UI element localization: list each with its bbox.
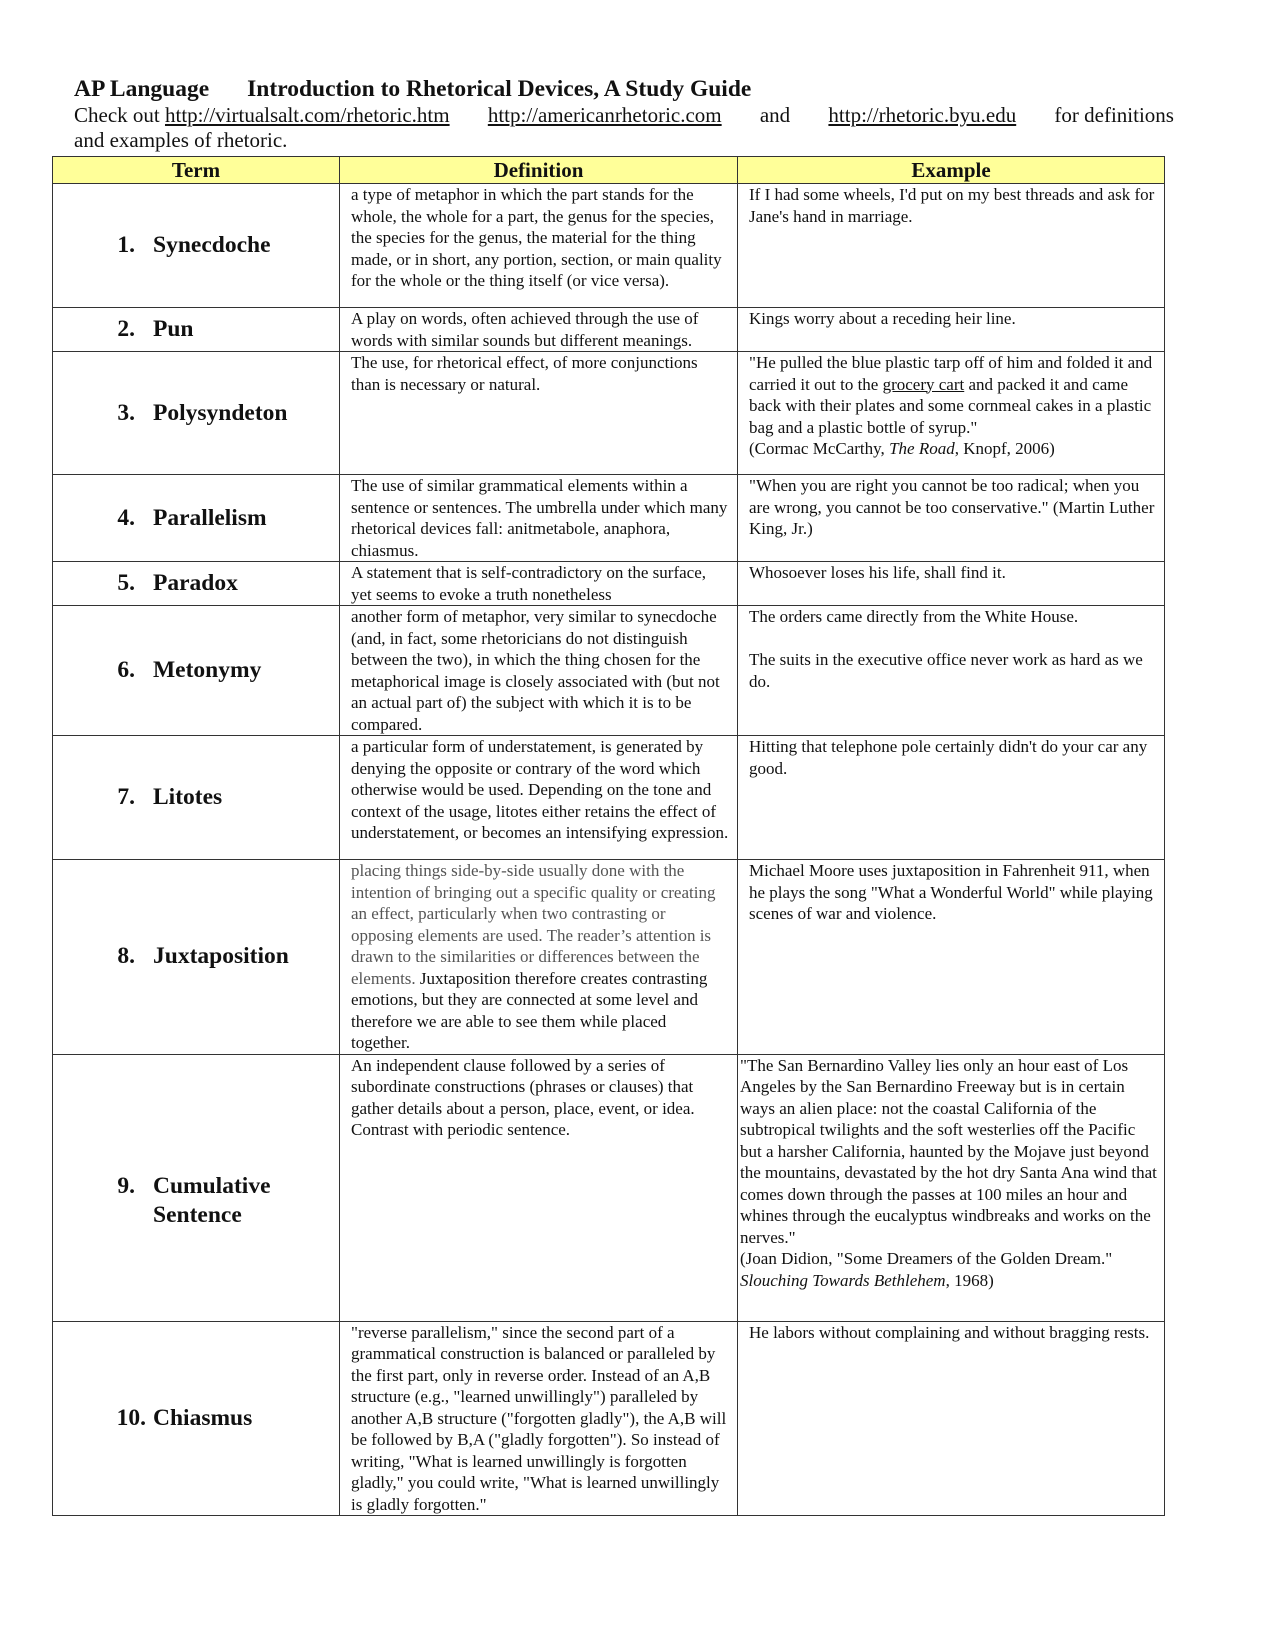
term-cell: 1. Synecdoche <box>53 184 340 308</box>
term-cell: 7. Litotes <box>53 736 340 860</box>
column-header-example: Example <box>738 157 1165 184</box>
table-row <box>53 860 1165 1055</box>
example-cell: Whosoever loses his life, shall find it. <box>738 562 1165 606</box>
definition-cell: a type of metaphor in which the part stands for the whole, the whole for a part, the genus for the species, the species for the genus, the material for the thing made, or in short, any portion, section, or main quality for the whole or the thing itself (or vice versa). <box>340 184 738 308</box>
term-cell: 8. Juxtaposition <box>53 860 340 1055</box>
table-row <box>53 352 1165 475</box>
example-cell: "When you are right you cannot be too radical; when you are wrong, you cannot be too conservative." (Martin Luther King, Jr.) <box>738 475 1165 562</box>
table-row <box>53 736 1165 860</box>
link-rhetoric-byu[interactable]: http://rhetoric.byu.edu <box>828 103 1017 127</box>
table-header-row <box>53 157 1165 184</box>
intro-text: Check out http://virtualsalt.com/rhetoric.htm http://americanrhetoric.com and http://rhetoric.byu.edu for definitions and examples of rhetoric. <box>74 103 1174 152</box>
rhetorical-devices-table <box>52 156 1165 1516</box>
course-name: AP Language <box>74 76 210 102</box>
term-cell: 2. Pun <box>53 308 340 352</box>
definition-cell: placing things side-by-side usually done with the intention of bringing out a specific quality or creating an effect, particularly when two contrasting or opposing elements are used. The reader’s attention is drawn to the similarities or differences between the elements. Juxtaposition therefore creates contrasting emotions, but they are connected at some level and therefore we are able to see them while placed together. <box>340 860 738 1055</box>
definition-cell: a particular form of understatement, is generated by denying the opposite or contrary of the word which otherwise would be used. Depending on the tone and context of the usage, litotes either retains the effect of understatement, or becomes an intensifying expression. <box>340 736 738 860</box>
term-cell: 10. Chiasmus <box>53 1321 340 1516</box>
table-row <box>53 1321 1165 1516</box>
underlined-phrase: grocery cart <box>882 374 965 394</box>
example-cell: Michael Moore uses juxtaposition in Fahrenheit 911, when he plays the song "What a Wonderful World" while playing scenes of war and violence. <box>738 860 1165 1055</box>
column-header-term: Term <box>53 157 340 184</box>
link-virtualsalt[interactable]: http://virtualsalt.com/rhetoric.htm <box>164 103 450 127</box>
document-title <box>74 74 751 104</box>
definition-cell: The use of similar grammatical elements within a sentence or sentences. The umbrella under which many rhetorical devices fall: anitmetabole, anaphora, chiasmus. <box>340 475 738 562</box>
definition-cell: another form of metaphor, very similar to synecdoche (and, in fact, some rhetoricians do not distinguish between the two), in which the thing chosen for the metaphorical image is closely associated with (but not an actual part of) the subject with which it is to be compared. <box>340 606 738 736</box>
example-cell: "The San Bernardino Valley lies only an hour east of Los Angeles by the San Bernardino Freeway but is in certain ways an alien place: not the coastal California of the subtropical twilights and the soft westerlies off the Pacific but a harsher California, haunted by the Mojave just beyond the mountains, devastated by the hot dry Santa Ana wind that comes down through the passes at 100 miles an hour and whines through the eucalyptus windbreaks and works on the nerves." (Joan Didion, "Some Dreamers of the Golden Dream." Slouching Towards Bethlehem, 1968) <box>738 1054 1165 1321</box>
example-cell: Hitting that telephone pole certainly didn't do your car any good. <box>738 736 1165 860</box>
table-row <box>53 308 1165 352</box>
example-cell: Kings worry about a receding heir line. <box>738 308 1165 352</box>
guide-title: Introduction to Rhetorical Devices, A Study Guide <box>247 76 752 102</box>
table-row <box>53 606 1165 736</box>
citation: (Joan Didion, "Some Dreamers of the Golden Dream." Slouching Towards Bethlehem, 1968) <box>740 1249 1113 1290</box>
column-header-definition: Definition <box>340 157 738 184</box>
table-row <box>53 475 1165 562</box>
table-row <box>53 562 1165 606</box>
term-cell: 6. Metonymy <box>53 606 340 736</box>
definition-cell: A play on words, often achieved through the use of words with similar sounds but different meanings. <box>340 308 738 352</box>
definition-cell: The use, for rhetorical effect, of more conjunctions than is necessary or natural. <box>340 352 738 475</box>
link-americanrhetoric[interactable]: http://americanrhetoric.com <box>487 103 722 127</box>
definition-cell: "reverse parallelism," since the second part of a grammatical construction is balanced or paralleled by the first part, only in reverse order. Instead of an A,B structure (e.g., "learned unwillingly") paralleled by another A,B structure ("forgotten gladly"), the A,B will be followed by B,A ("gladly forgotten"). So instead of writing, "What is learned unwillingly is forgotten gladly," you could write, "What is learned unwillingly is gladly forgotten." <box>340 1321 738 1516</box>
term-cell: 4. Parallelism <box>53 475 340 562</box>
example-cell: He labors without complaining and without bragging rests. <box>738 1321 1165 1516</box>
intro-line-2: and examples of rhetoric. <box>74 128 288 152</box>
term-cell: 3. Polysyndeton <box>53 352 340 475</box>
table-row <box>53 184 1165 308</box>
example-cell: If I had some wheels, I'd put on my best threads and ask for Jane's hand in marriage. <box>738 184 1165 308</box>
table-row <box>53 1054 1165 1321</box>
citation: (Cormac McCarthy, The Road, Knopf, 2006) <box>749 439 1055 458</box>
term-cell: 9. Cumulative Sentence <box>53 1054 340 1321</box>
example-cell: The orders came directly from the White House. The suits in the executive office never work as hard as we do. <box>738 606 1165 736</box>
term-cell: 5. Paradox <box>53 562 340 606</box>
example-cell: "He pulled the blue plastic tarp off of him and folded it and carried it out to the grocery cart and packed it and came back with their plates and some cornmeal cakes in a plastic bag and a plastic bottle of syrup." (Cormac McCarthy, The Road, Knopf, 2006) <box>738 352 1165 475</box>
definition-cell: A statement that is self-contradictory on the surface, yet seems to evoke a truth nonetheless <box>340 562 738 606</box>
definition-cell: An independent clause followed by a series of subordinate constructions (phrases or clauses) that gather details about a person, place, event, or idea. Contrast with periodic sentence. <box>340 1054 738 1321</box>
